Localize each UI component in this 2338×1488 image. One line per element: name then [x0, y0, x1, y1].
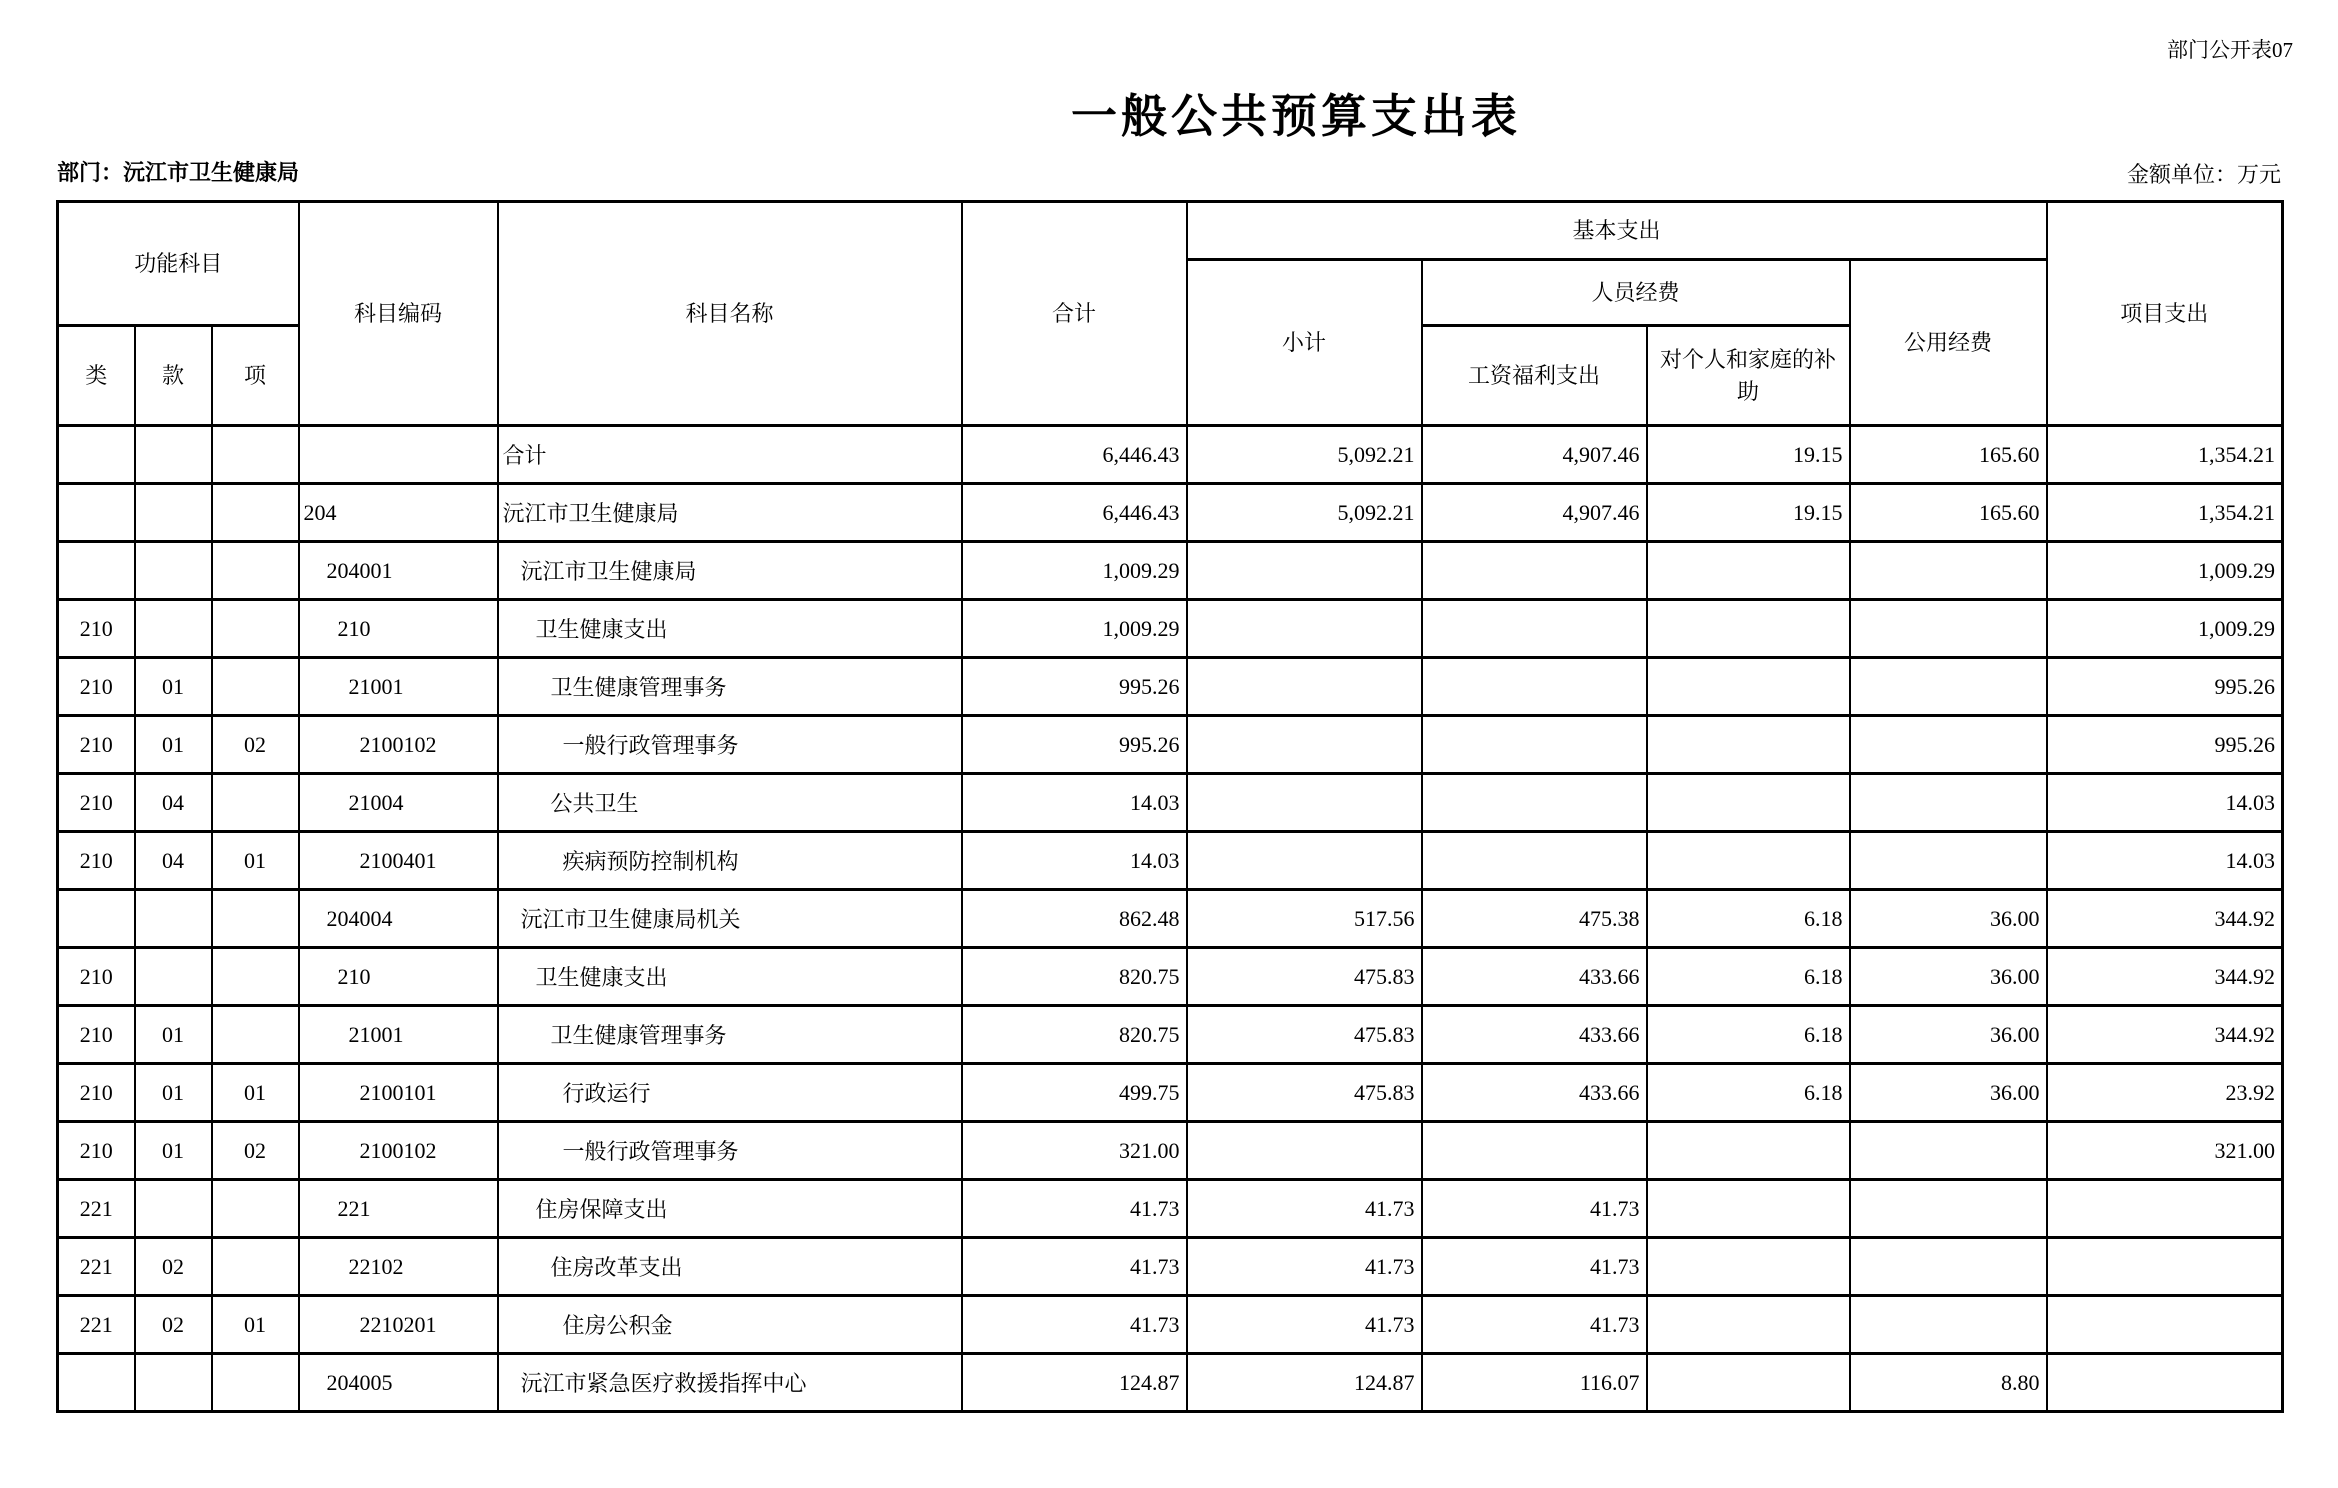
- cell-total: 995.26: [962, 716, 1187, 774]
- cell-xiang: 02: [212, 716, 299, 774]
- cell-kuan: 02: [135, 1238, 212, 1296]
- cell-total: 6,446.43: [962, 484, 1187, 542]
- cell-kuan: 01: [135, 1122, 212, 1180]
- cell-project: 995.26: [2047, 716, 2283, 774]
- cell-xiang: 01: [212, 1296, 299, 1354]
- cell-name: 卫生健康支出: [498, 948, 962, 1006]
- cell-xiang: [212, 948, 299, 1006]
- amount-unit-label: 金额单位：万元: [2126, 162, 2281, 187]
- cell-kuan: [135, 542, 212, 600]
- cell-code: 204: [299, 484, 498, 542]
- cell-public: [1850, 832, 2047, 890]
- cell-name: 疾病预防控制机构: [498, 832, 962, 890]
- table-row: [58, 832, 2283, 890]
- cell-subtotal: [1187, 600, 1422, 658]
- cell-xiang: [212, 1354, 299, 1412]
- cell-code: 2100101: [299, 1064, 498, 1122]
- cell-kuan: [135, 890, 212, 948]
- cell-name: 一般行政管理事务: [498, 1122, 962, 1180]
- cell-personal: 6.18: [1647, 948, 1850, 1006]
- cell-name: 沅江市卫生健康局: [498, 542, 962, 600]
- cell-subtotal: 475.83: [1187, 1006, 1422, 1064]
- table-row: [58, 1238, 2283, 1296]
- cell-total: 995.26: [962, 658, 1187, 716]
- cell-code: 21001: [299, 658, 498, 716]
- cell-total: 1,009.29: [962, 542, 1187, 600]
- cell-kuan: [135, 948, 212, 1006]
- header-xiang: 项: [212, 326, 299, 426]
- cell-kuan: [135, 1180, 212, 1238]
- cell-salary: 116.07: [1422, 1354, 1647, 1412]
- cell-lei: 221: [58, 1296, 135, 1354]
- table-row: [58, 1006, 2283, 1064]
- cell-personal: [1647, 1354, 1850, 1412]
- cell-name: 沅江市紧急医疗救援指挥中心: [498, 1354, 962, 1412]
- cell-project: 344.92: [2047, 948, 2283, 1006]
- cell-name: 一般行政管理事务: [498, 716, 962, 774]
- cell-lei: 210: [58, 1122, 135, 1180]
- cell-name: 沅江市卫生健康局机关: [498, 890, 962, 948]
- cell-total: 41.73: [962, 1296, 1187, 1354]
- cell-project: 23.92: [2047, 1064, 2283, 1122]
- cell-code: 2100102: [299, 716, 498, 774]
- cell-public: [1850, 716, 2047, 774]
- cell-salary: 433.66: [1422, 948, 1647, 1006]
- cell-kuan: 02: [135, 1296, 212, 1354]
- cell-personal: 6.18: [1647, 890, 1850, 948]
- cell-lei: [58, 890, 135, 948]
- cell-project: 14.03: [2047, 832, 2283, 890]
- cell-project: 1,009.29: [2047, 600, 2283, 658]
- cell-code: 2100102: [299, 1122, 498, 1180]
- cell-kuan: [135, 426, 212, 484]
- table-row: [58, 658, 2283, 716]
- header-basic-expenditure: 基本支出: [1187, 202, 2047, 260]
- cell-project: 14.03: [2047, 774, 2283, 832]
- cell-public: 36.00: [1850, 1064, 2047, 1122]
- cell-salary: 433.66: [1422, 1006, 1647, 1064]
- table-row: [58, 484, 2283, 542]
- cell-salary: [1422, 600, 1647, 658]
- cell-subtotal: [1187, 658, 1422, 716]
- cell-public: 36.00: [1850, 890, 2047, 948]
- cell-lei: [58, 542, 135, 600]
- cell-subtotal: 124.87: [1187, 1354, 1422, 1412]
- cell-project: [2047, 1238, 2283, 1296]
- cell-project: [2047, 1354, 2283, 1412]
- cell-lei: [58, 426, 135, 484]
- cell-code: 204005: [299, 1354, 498, 1412]
- cell-public: [1850, 1122, 2047, 1180]
- cell-public: 165.60: [1850, 484, 2047, 542]
- budget-table: [56, 200, 2284, 1413]
- cell-code: 21001: [299, 1006, 498, 1064]
- cell-xiang: [212, 1238, 299, 1296]
- cell-total: 14.03: [962, 832, 1187, 890]
- cell-personal: [1647, 774, 1850, 832]
- cell-public: [1850, 658, 2047, 716]
- table-row: [58, 1180, 2283, 1238]
- cell-total: 820.75: [962, 948, 1187, 1006]
- header-lei: 类: [58, 326, 135, 426]
- cell-personal: [1647, 1180, 1850, 1238]
- cell-code: 2210201: [299, 1296, 498, 1354]
- cell-xiang: [212, 600, 299, 658]
- cell-project: [2047, 1180, 2283, 1238]
- cell-subtotal: [1187, 542, 1422, 600]
- cell-personal: [1647, 542, 1850, 600]
- cell-kuan: 01: [135, 1006, 212, 1064]
- cell-salary: 4,907.46: [1422, 484, 1647, 542]
- cell-project: [2047, 1296, 2283, 1354]
- cell-personal: 6.18: [1647, 1006, 1850, 1064]
- cell-lei: 210: [58, 716, 135, 774]
- header-total: 合计: [962, 202, 1187, 426]
- cell-salary: 41.73: [1422, 1180, 1647, 1238]
- cell-code: [299, 426, 498, 484]
- header-project-expenditure: 项目支出: [2047, 202, 2283, 426]
- cell-kuan: [135, 1354, 212, 1412]
- cell-code: 210: [299, 600, 498, 658]
- cell-project: 1,354.21: [2047, 484, 2283, 542]
- cell-subtotal: 5,092.21: [1187, 426, 1422, 484]
- cell-salary: [1422, 832, 1647, 890]
- cell-kuan: 01: [135, 716, 212, 774]
- cell-public: [1850, 600, 2047, 658]
- table-row: [58, 600, 2283, 658]
- cell-lei: [58, 1354, 135, 1412]
- table-row: [58, 948, 2283, 1006]
- cell-lei: 210: [58, 774, 135, 832]
- cell-subtotal: [1187, 1122, 1422, 1180]
- cell-total: 124.87: [962, 1354, 1187, 1412]
- cell-subtotal: 5,092.21: [1187, 484, 1422, 542]
- cell-code: 2100401: [299, 832, 498, 890]
- header-salary-welfare: 工资福利支出: [1422, 326, 1647, 426]
- table-body: [58, 426, 2283, 1412]
- cell-personal: [1647, 1238, 1850, 1296]
- cell-subtotal: [1187, 832, 1422, 890]
- cell-project: 344.92: [2047, 890, 2283, 948]
- cell-total: 321.00: [962, 1122, 1187, 1180]
- cell-salary: [1422, 542, 1647, 600]
- cell-salary: 433.66: [1422, 1064, 1647, 1122]
- cell-xiang: [212, 890, 299, 948]
- cell-project: 995.26: [2047, 658, 2283, 716]
- cell-code: 22102: [299, 1238, 498, 1296]
- cell-salary: 41.73: [1422, 1296, 1647, 1354]
- header-personal-family: 对个人和家庭的补助: [1647, 326, 1850, 426]
- table-row: [58, 774, 2283, 832]
- cell-public: [1850, 774, 2047, 832]
- cell-code: 204001: [299, 542, 498, 600]
- cell-name: 卫生健康管理事务: [498, 658, 962, 716]
- cell-total: 6,446.43: [962, 426, 1187, 484]
- cell-code: 210: [299, 948, 498, 1006]
- cell-total: 862.48: [962, 890, 1187, 948]
- cell-personal: [1647, 658, 1850, 716]
- table-row: [58, 1354, 2283, 1412]
- cell-lei: 210: [58, 1064, 135, 1122]
- cell-salary: [1422, 1122, 1647, 1180]
- cell-subtotal: 41.73: [1187, 1296, 1422, 1354]
- cell-public: [1850, 1238, 2047, 1296]
- cell-total: 41.73: [962, 1238, 1187, 1296]
- cell-salary: [1422, 774, 1647, 832]
- cell-total: 41.73: [962, 1180, 1187, 1238]
- cell-personal: 19.15: [1647, 484, 1850, 542]
- cell-name: 行政运行: [498, 1064, 962, 1122]
- cell-salary: [1422, 658, 1647, 716]
- cell-xiang: [212, 774, 299, 832]
- table-row: [58, 1064, 2283, 1122]
- cell-lei: 210: [58, 832, 135, 890]
- header-func-subject: 功能科目: [58, 202, 299, 326]
- cell-code: 21004: [299, 774, 498, 832]
- cell-name: 住房保障支出: [498, 1180, 962, 1238]
- cell-salary: 41.73: [1422, 1238, 1647, 1296]
- cell-code: 221: [299, 1180, 498, 1238]
- cell-name: 沅江市卫生健康局: [498, 484, 962, 542]
- cell-code: 204004: [299, 890, 498, 948]
- cell-personal: [1647, 716, 1850, 774]
- cell-total: 820.75: [962, 1006, 1187, 1064]
- cell-kuan: 04: [135, 774, 212, 832]
- header-subtotal: 小计: [1187, 260, 1422, 426]
- table-header: [58, 202, 2283, 426]
- cell-kuan: 01: [135, 658, 212, 716]
- cell-xiang: [212, 1006, 299, 1064]
- cell-public: 165.60: [1850, 426, 2047, 484]
- table-row: [58, 542, 2283, 600]
- table-row: [58, 716, 2283, 774]
- cell-subtotal: 475.83: [1187, 1064, 1422, 1122]
- cell-subtotal: 475.83: [1187, 948, 1422, 1006]
- cell-xiang: [212, 542, 299, 600]
- cell-lei: 221: [58, 1180, 135, 1238]
- table-row: [58, 890, 2283, 948]
- cell-subtotal: [1187, 716, 1422, 774]
- header-subject-name: 科目名称: [498, 202, 962, 426]
- cell-lei: 221: [58, 1238, 135, 1296]
- cell-name: 公共卫生: [498, 774, 962, 832]
- cell-personal: [1647, 1296, 1850, 1354]
- cell-subtotal: [1187, 774, 1422, 832]
- cell-lei: 210: [58, 600, 135, 658]
- cell-public: 36.00: [1850, 948, 2047, 1006]
- cell-subtotal: 517.56: [1187, 890, 1422, 948]
- cell-name: 合计: [498, 426, 962, 484]
- cell-personal: [1647, 1122, 1850, 1180]
- cell-name: 卫生健康支出: [498, 600, 962, 658]
- page-title: 一般公共预算支出表: [1071, 91, 1521, 142]
- cell-lei: 210: [58, 1006, 135, 1064]
- cell-lei: 210: [58, 948, 135, 1006]
- cell-salary: 475.38: [1422, 890, 1647, 948]
- cell-project: 1,009.29: [2047, 542, 2283, 600]
- header-personnel-funds: 人员经费: [1422, 260, 1850, 326]
- cell-public: 8.80: [1850, 1354, 2047, 1412]
- cell-public: 36.00: [1850, 1006, 2047, 1064]
- cell-personal: 6.18: [1647, 1064, 1850, 1122]
- cell-name: 卫生健康管理事务: [498, 1006, 962, 1064]
- header-subject-code: 科目编码: [299, 202, 498, 426]
- cell-total: 499.75: [962, 1064, 1187, 1122]
- cell-public: [1850, 542, 2047, 600]
- cell-subtotal: 41.73: [1187, 1238, 1422, 1296]
- cell-name: 住房公积金: [498, 1296, 962, 1354]
- cell-kuan: 01: [135, 1064, 212, 1122]
- cell-kuan: [135, 484, 212, 542]
- cell-salary: 4,907.46: [1422, 426, 1647, 484]
- cell-xiang: [212, 1180, 299, 1238]
- cell-public: [1850, 1296, 2047, 1354]
- table-row: [58, 1296, 2283, 1354]
- cell-xiang: 02: [212, 1122, 299, 1180]
- cell-personal: [1647, 832, 1850, 890]
- table-row: [58, 1122, 2283, 1180]
- cell-total: 1,009.29: [962, 600, 1187, 658]
- cell-xiang: [212, 484, 299, 542]
- cell-personal: 19.15: [1647, 426, 1850, 484]
- cell-lei: [58, 484, 135, 542]
- doc-label: 部门公开表07: [2167, 38, 2293, 62]
- cell-kuan: [135, 600, 212, 658]
- cell-public: [1850, 1180, 2047, 1238]
- header-kuan: 款: [135, 326, 212, 426]
- cell-kuan: 04: [135, 832, 212, 890]
- department-label: 部门：沅江市卫生健康局: [57, 160, 300, 185]
- cell-project: 1,354.21: [2047, 426, 2283, 484]
- table-row: [58, 426, 2283, 484]
- cell-name: 住房改革支出: [498, 1238, 962, 1296]
- cell-subtotal: 41.73: [1187, 1180, 1422, 1238]
- cell-project: 344.92: [2047, 1006, 2283, 1064]
- cell-lei: 210: [58, 658, 135, 716]
- header-row-1: [58, 202, 2283, 260]
- cell-personal: [1647, 600, 1850, 658]
- cell-salary: [1422, 716, 1647, 774]
- header-public-funds: 公用经费: [1850, 260, 2047, 426]
- cell-xiang: [212, 426, 299, 484]
- cell-xiang: [212, 658, 299, 716]
- cell-total: 14.03: [962, 774, 1187, 832]
- cell-project: 321.00: [2047, 1122, 2283, 1180]
- cell-xiang: 01: [212, 832, 299, 890]
- cell-xiang: 01: [212, 1064, 299, 1122]
